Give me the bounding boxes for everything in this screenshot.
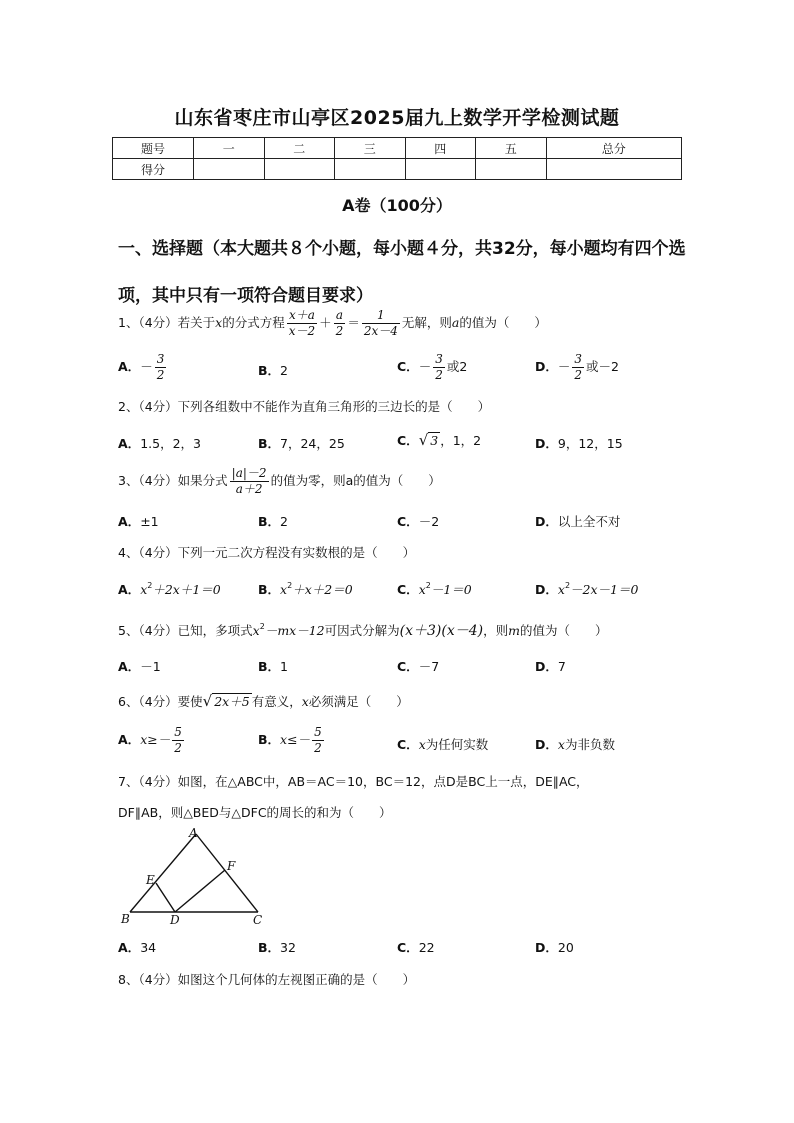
option-label: C．	[397, 582, 419, 597]
question-text: 如图，在△ABC中，AB＝AC＝10，BC＝12，点D是BC上一点，DE∥AC，	[177, 774, 589, 789]
option-a[interactable]	[118, 725, 186, 756]
math-variable: x	[140, 582, 148, 597]
numerator: 5	[314, 725, 322, 739]
option-text: ±1	[140, 514, 159, 529]
option-text: ＋x＋2＝0	[292, 582, 353, 597]
math-variable: x	[215, 315, 223, 330]
option-a[interactable]	[118, 938, 156, 956]
question-text: 的分式方程	[222, 315, 285, 330]
section-heading: 一、选择题（本大题共８个小题，每小题４分，共32分，每小题均有四个选项，其中只有一项符合题目要求）	[118, 239, 686, 306]
option-label: B．	[258, 582, 281, 597]
option-text: 或－2	[586, 359, 619, 374]
denominator: 2	[314, 741, 322, 755]
denominator: 2	[335, 324, 344, 338]
option-label: A．	[118, 732, 141, 747]
option-c[interactable]	[397, 512, 439, 530]
option-label: B．	[258, 732, 281, 747]
vertex-label-d: D	[170, 913, 180, 926]
math-variable: x	[557, 582, 565, 597]
question-number: 8、（4分）	[118, 972, 178, 987]
option-b[interactable]: B．$x^2+x+2=0$	[258, 581, 353, 597]
math-variable: x	[418, 737, 426, 752]
option-b[interactable]	[258, 361, 288, 379]
option-b[interactable]	[258, 434, 345, 452]
vertex-label-c: C	[253, 913, 263, 926]
question-text: 下列各组数中不能作为直角三角形的三边长的是（ ）	[177, 399, 491, 414]
edge-df	[175, 870, 225, 912]
volume-heading: A卷（100分）	[342, 196, 452, 215]
option-text: 或2	[446, 359, 468, 374]
math-operator: ＝	[347, 315, 360, 330]
math-variable: m	[508, 623, 520, 638]
math-expression: (x＋3)(x－4)	[399, 623, 484, 639]
score-cell	[476, 159, 547, 180]
question-number: 5、（4分）	[118, 623, 178, 638]
fraction	[572, 352, 584, 383]
question-number: 3、（4分）	[118, 473, 178, 488]
option-text: 2	[280, 514, 288, 529]
option-d[interactable]	[535, 512, 620, 530]
question-number: 2、（4分）	[118, 399, 178, 414]
fraction	[362, 308, 400, 339]
math-variable: x	[280, 582, 288, 597]
question-3	[118, 466, 441, 497]
numerator: 3	[156, 352, 165, 366]
option-text: 1	[280, 659, 288, 674]
option-text: －1＝0	[430, 582, 472, 597]
question-text: 若关于	[177, 315, 216, 330]
radical-sign: √	[418, 431, 429, 449]
option-text: 以上全不对	[557, 514, 621, 529]
option-label: B．	[258, 363, 281, 378]
numerator: 3	[435, 352, 443, 366]
option-label: D．	[535, 659, 558, 674]
fraction	[172, 725, 184, 756]
fraction	[155, 352, 167, 383]
score-header-cell: 总分	[546, 138, 682, 159]
score-header-cell: 五	[476, 138, 547, 159]
question-number: 4、（4分）	[118, 545, 178, 560]
math-variable: x	[418, 582, 426, 597]
score-header-cell: 三	[335, 138, 406, 159]
fraction	[312, 725, 324, 756]
option-text: 1.5，2，3	[140, 436, 201, 451]
math-operator: ＋	[319, 315, 332, 330]
option-a[interactable]	[118, 434, 201, 452]
edge-de	[156, 883, 175, 912]
option-b[interactable]	[258, 938, 296, 956]
question-text: 如图这个几何体的左视图正确的是（ ）	[177, 972, 416, 987]
question-text: 的值为零，则a的值为（ ）	[270, 473, 441, 488]
option-label: C．	[397, 433, 419, 448]
option-text: 32	[280, 940, 296, 955]
option-text: ＋2x＋1＝0	[152, 582, 221, 597]
question-5: 5、（4分）已知，多项式$x^2-mx-12$可因式分解为(x＋3)(x－4)，则m的值为（ ）	[118, 622, 608, 639]
option-c[interactable]	[397, 352, 467, 383]
score-header-cell: 二	[264, 138, 335, 159]
question-2	[118, 397, 490, 415]
option-a[interactable]: A．$x^2+2x+1=0$	[118, 581, 221, 597]
option-text: －	[140, 359, 153, 374]
math-variable: x	[252, 623, 260, 638]
score-cell	[264, 159, 335, 180]
question-8	[118, 970, 415, 988]
question-text: 的值为（ ）	[519, 623, 608, 638]
denominator: 2x－4	[363, 324, 398, 338]
numerator: |a|－2	[231, 466, 267, 480]
option-text: ，1，2	[440, 433, 482, 448]
denominator: 2	[156, 368, 165, 382]
fraction	[433, 352, 445, 383]
option-label: D．	[535, 359, 558, 374]
option-label: A．	[118, 436, 141, 451]
numerator: 5	[174, 725, 182, 739]
triangle-figure	[118, 826, 278, 926]
vertex-label-f: F	[227, 859, 236, 873]
math-variable: x	[557, 737, 565, 752]
option-d[interactable]: D．$x^2-2x-1=0$	[535, 581, 639, 597]
question-text: 要使	[177, 694, 203, 709]
vertex-label-e: E	[146, 873, 155, 887]
option-label: A．	[118, 514, 141, 529]
option-d[interactable]	[535, 352, 619, 383]
radicand: 2x＋5	[214, 694, 250, 709]
question-text: 如果分式	[177, 473, 228, 488]
question-text: DF∥AB，则△BED与△DFC的周长的和为（ ）	[118, 805, 392, 820]
question-6	[118, 692, 409, 710]
option-label: D．	[535, 514, 558, 529]
fraction	[287, 308, 317, 339]
question-text: 的值为（ ）	[459, 315, 547, 330]
option-text: 22	[418, 940, 435, 955]
score-cell	[405, 159, 476, 180]
option-label: B．	[258, 436, 281, 451]
option-a[interactable]	[118, 657, 161, 675]
option-label: C．	[397, 514, 419, 529]
math-expression: x≤－	[280, 732, 311, 747]
question-number: 6、（4分）	[118, 694, 178, 709]
option-b[interactable]	[258, 725, 326, 756]
score-header-cell: 四	[405, 138, 476, 159]
option-c[interactable]: C．$x^2-1=0$	[397, 581, 472, 597]
question-text: 可因式分解为	[324, 623, 400, 638]
option-text: －	[418, 359, 432, 374]
numerator: a	[334, 308, 346, 324]
option-c[interactable]	[397, 735, 488, 753]
option-text: －7	[418, 659, 440, 674]
option-text: 7	[557, 659, 566, 674]
question-7-continued	[118, 803, 392, 821]
denominator: a＋2	[235, 482, 263, 496]
option-text: 9，12，15	[557, 436, 623, 451]
question-text: 下列一元二次方程没有实数根的是（ ）	[177, 545, 416, 560]
option-c[interactable]	[397, 657, 439, 675]
score-table-header-row	[113, 138, 682, 159]
option-text: －1	[140, 659, 161, 674]
option-text: 为任何实数	[425, 737, 489, 752]
option-label: C．	[397, 940, 419, 955]
option-label: D．	[535, 737, 558, 752]
math-expression: －mx－12	[264, 623, 325, 638]
denominator: 2	[574, 368, 583, 382]
denominator: x－2	[288, 324, 316, 338]
option-label: D．	[535, 582, 558, 597]
option-label: D．	[535, 940, 558, 955]
numerator: x＋a	[287, 308, 317, 324]
option-c[interactable]	[397, 431, 481, 449]
denominator: 2	[435, 368, 443, 382]
math-variable: x	[301, 694, 309, 709]
option-label: B．	[258, 514, 281, 529]
denominator: 2	[174, 741, 182, 755]
numerator: 1	[362, 308, 400, 324]
option-text: －2x－1＝0	[570, 582, 639, 597]
radicand: 3	[430, 433, 439, 448]
score-header-cell: 一	[194, 138, 265, 159]
option-text: 为非负数	[564, 737, 615, 752]
numerator: 3	[574, 352, 583, 366]
math-variable: a	[451, 315, 460, 330]
edge-ac	[196, 834, 258, 912]
option-label: C．	[397, 737, 419, 752]
radical-sign: √	[202, 692, 213, 710]
math-expression: x≥－	[140, 732, 171, 747]
score-header-cell: 题号	[113, 138, 194, 159]
option-b[interactable]	[258, 512, 288, 530]
option-d[interactable]	[535, 735, 615, 753]
option-text: －2	[418, 514, 440, 529]
option-a[interactable]	[118, 352, 168, 383]
score-row-label: 得分	[113, 159, 194, 180]
option-label: A．	[118, 582, 141, 597]
question-text: ，则	[483, 623, 509, 638]
option-text: －	[557, 359, 571, 374]
fraction	[334, 308, 346, 339]
score-cell	[335, 159, 406, 180]
option-label: B．	[258, 659, 281, 674]
option-label: A．	[118, 940, 141, 955]
option-label: B．	[258, 940, 281, 955]
option-label: C．	[397, 659, 419, 674]
option-label: A．	[118, 659, 141, 674]
question-text: 已知，多项式	[177, 623, 253, 638]
option-label: C．	[397, 359, 419, 374]
option-d[interactable]	[535, 938, 574, 956]
page-title: 山东省枣庄市山亭区2025届九上数学开学检测试题	[174, 107, 620, 129]
vertex-label-b: B	[121, 912, 130, 926]
question-number: 7、（4分）	[118, 774, 178, 789]
fraction	[230, 466, 269, 497]
question-number: 1、（4分）	[118, 315, 178, 330]
edge-ab	[130, 834, 196, 912]
option-text: 20	[557, 940, 574, 955]
option-c[interactable]	[397, 938, 435, 956]
score-table	[112, 137, 682, 180]
option-a[interactable]	[118, 512, 159, 530]
score-cell	[546, 159, 682, 180]
vertex-label-a: A	[189, 826, 198, 840]
option-text: 2	[280, 363, 288, 378]
option-b[interactable]	[258, 657, 288, 675]
question-4	[118, 543, 415, 561]
option-label: A．	[118, 359, 141, 374]
option-label: D．	[535, 436, 558, 451]
question-1	[118, 308, 547, 339]
question-text: 必须满足（ ）	[308, 694, 409, 709]
option-d[interactable]	[535, 434, 623, 452]
question-7	[118, 772, 589, 790]
option-d[interactable]	[535, 657, 566, 675]
question-text: 有意义，	[251, 694, 302, 709]
option-text: 7，24，25	[280, 436, 345, 451]
question-text: 无解，则	[401, 315, 452, 330]
option-text: 34	[140, 940, 157, 955]
score-table-score-row	[113, 159, 682, 180]
score-cell	[194, 159, 265, 180]
